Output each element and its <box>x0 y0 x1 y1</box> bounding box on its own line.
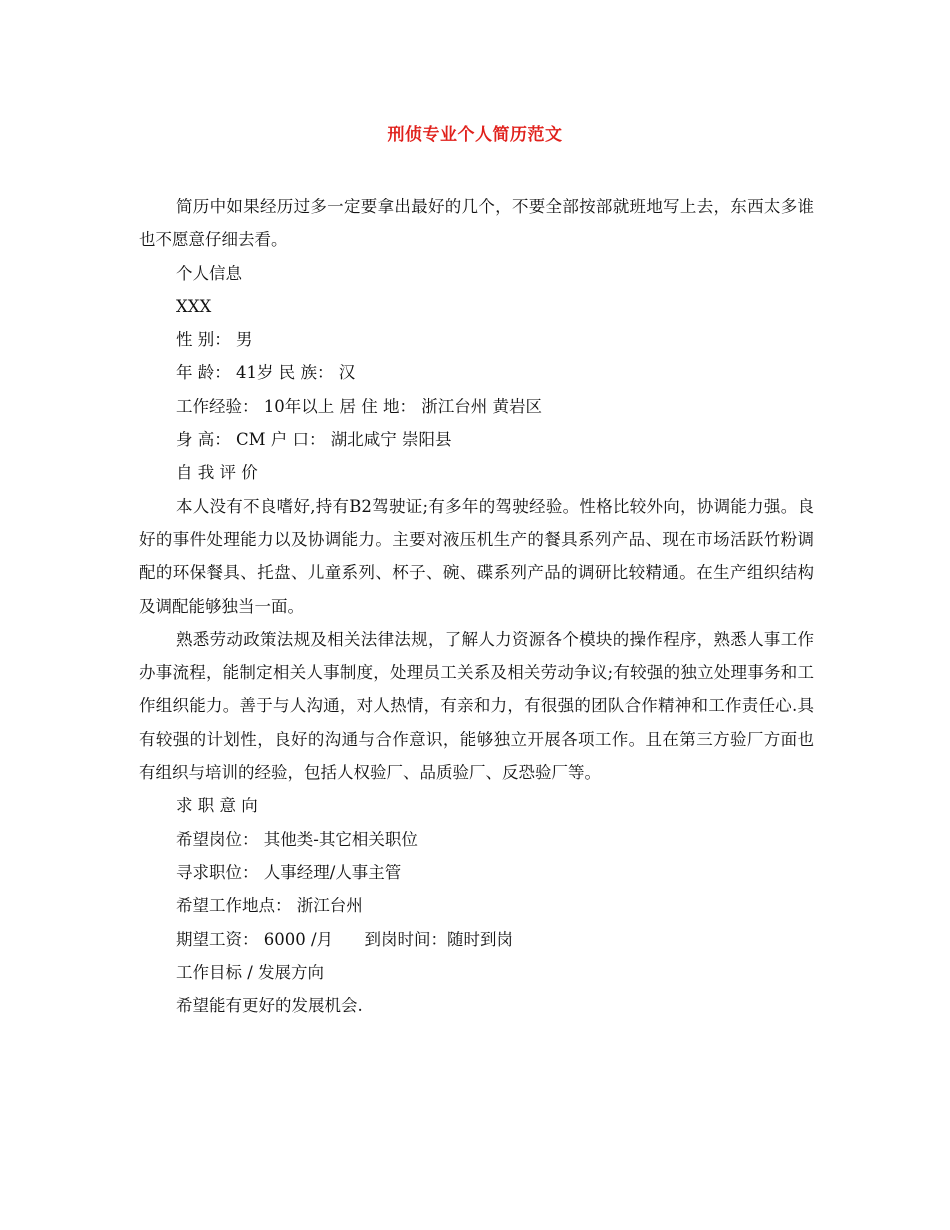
experience-line: 工作经验： 10年以上 居 住 地： 浙江台州 黄岩区 <box>176 396 542 416</box>
salary-line: 期望工资： 6000 /月 到岗时间：随时到岗 <box>176 929 514 949</box>
self-eval-heading: 自 我 评 价 <box>176 463 258 483</box>
name-line: XXX <box>176 296 212 316</box>
age-line: 年 龄： 41岁 民 族： 汉 <box>176 363 356 383</box>
desired-position-line: 希望岗位： 其他类-其它相关职位 <box>176 829 418 849</box>
seeking-position-line: 寻求职位： 人事经理/人事主管 <box>176 862 402 882</box>
self-eval-paragraph-2: 熟悉劳动政策法规及相关法律法规，了解人力资源各个模块的操作程序，熟悉人事工作办事流程，能制定相关人事制度，处理员工关系及相关劳动争议;有较强的独立处理事务和工作组织能力。善于与人沟通，对人热情，有亲和力，有很强的团队合作精神和工作责任心.具有较强的计划性，良好的沟通与合作意识，能够独立开展各项工作。且在第三方验厂方面也有组织与培训的经验，包括人权验厂、品质验厂、反恐验厂等。 <box>139 629 814 783</box>
desired-location-line: 希望工作地点： 浙江台州 <box>176 896 363 916</box>
goal-heading: 工作目标 / 发展方向 <box>176 962 325 982</box>
personal-info-heading: 个人信息 <box>176 263 242 283</box>
document-body <box>139 190 814 1022</box>
intro-paragraph: 简历中如果经历过多一定要拿出最好的几个，不要全部按部就班地写上去，东西太多谁也不愿意仔细去看。 <box>139 197 814 250</box>
self-eval-paragraph-1: 本人没有不良嗜好,持有B2驾驶证;有多年的驾驶经验。性格比较外向，协调能力强。良好的事件处理能力以及协调能力。主要对液压机生产的餐具系列产品、现在市场活跃竹粉调配的环保餐具、托盘、儿童系列、杯子、碗、碟系列产品的调研比较精通。在生产组织结构及调配能够独当一面。 <box>139 496 814 616</box>
goal-text: 希望能有更好的发展机会. <box>176 996 363 1016</box>
document-title: 刑侦专业个人简历范文 <box>387 125 563 145</box>
job-intent-heading: 求 职 意 向 <box>176 796 258 816</box>
height-line: 身 高： CM 户 口： 湖北咸宁 崇阳县 <box>176 430 452 450</box>
gender-line: 性 别： 男 <box>176 330 253 350</box>
